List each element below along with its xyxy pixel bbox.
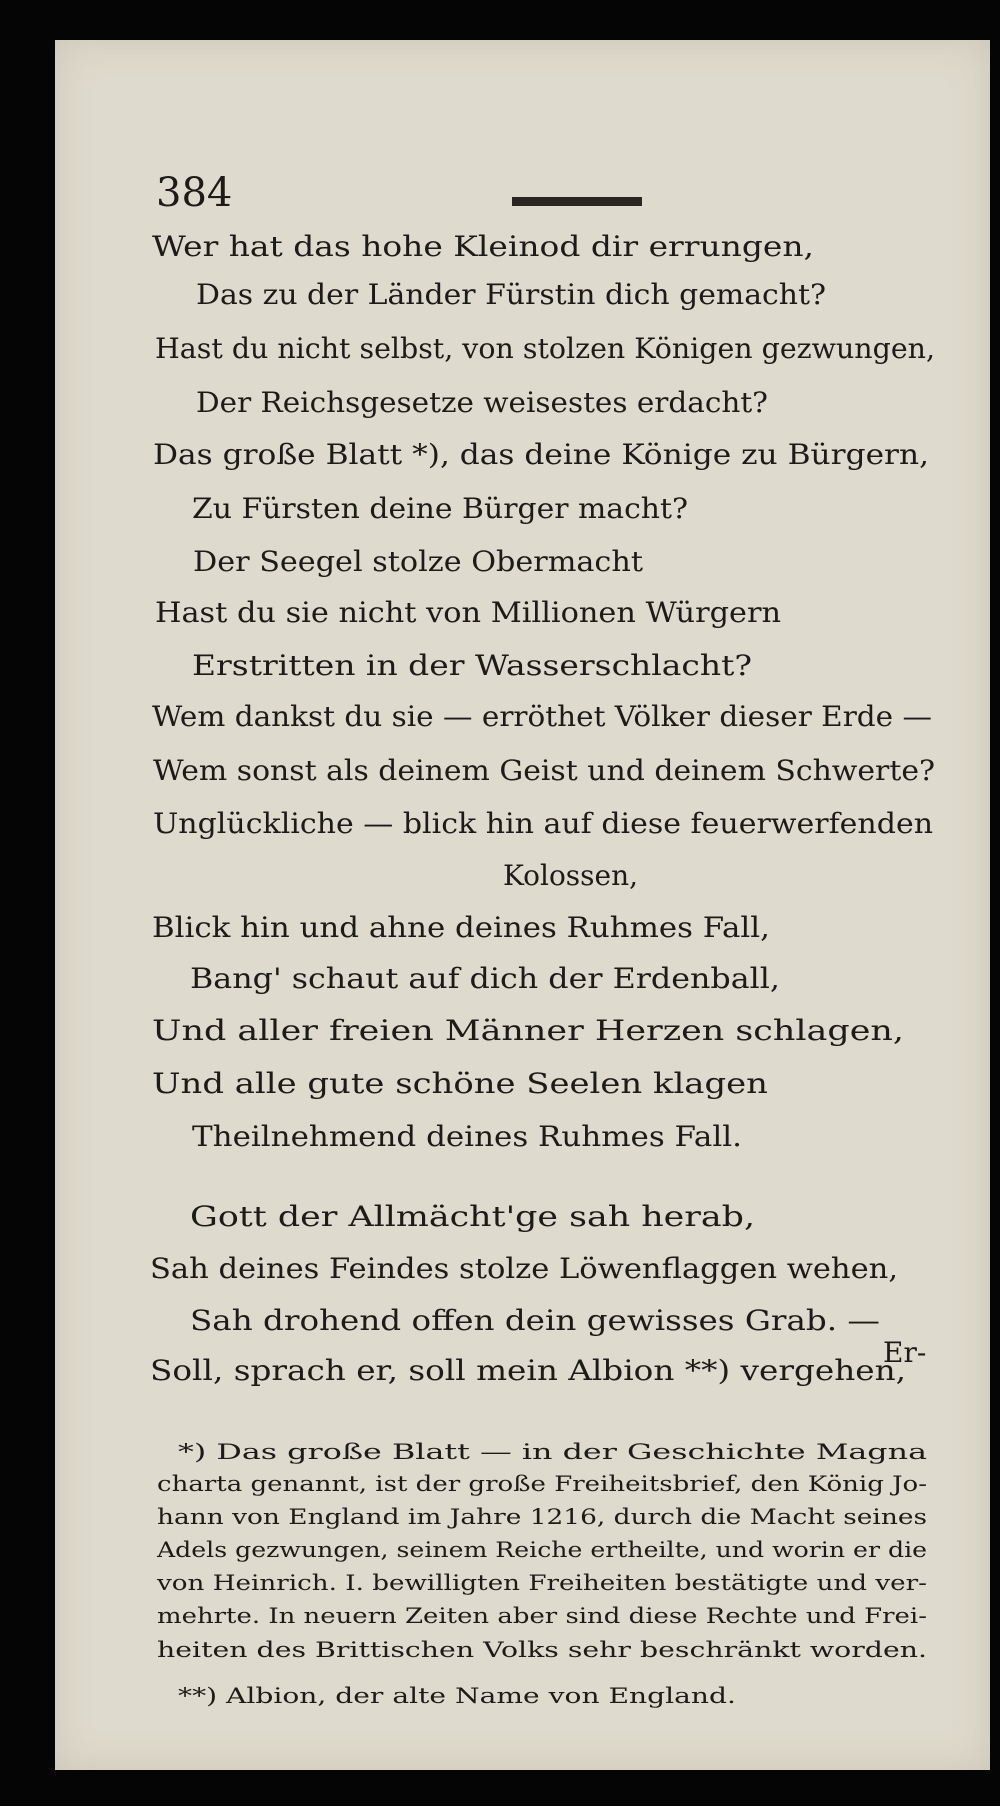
poem-line: Hast du sie nicht von Millionen Würgern — [155, 596, 782, 629]
catchword: Er- — [883, 1336, 927, 1369]
footnote-line: hann von England im Jahre 1216, durch die Macht seines — [157, 1505, 928, 1529]
footnote-line: mehrte. In neuern Zeiten aber sind diese Rechte und Frei- — [157, 1604, 927, 1628]
poem-line: Bang' schaut auf dich der Erdenball, — [190, 962, 781, 995]
footnote-line: *) Das große Blatt — in der Geschichte Magna — [178, 1440, 928, 1464]
poem-line: Wem dankst du sie — erröthet Völker dieser Erde — — [152, 700, 932, 733]
poem-line: Das große Blatt *), das deine Könige zu Bürgern, — [153, 438, 930, 471]
poem-line: Theilnehmend deines Ruhmes Fall. — [192, 1120, 743, 1153]
poem-line: Soll, sprach er, soll mein Albion **) vergehen, — [150, 1354, 907, 1387]
footnote-line: **) Albion, der alte Name von England. — [178, 1684, 736, 1708]
poem-line: Wer hat das hohe Kleinod dir errungen, — [152, 230, 814, 263]
poem-line: Hast du nicht selbst, von stolzen Königen gezwungen, — [155, 332, 936, 365]
footnote-line: Adels gezwungen, seinem Reiche ertheilte, und worin er die — [157, 1538, 928, 1562]
poem-line: Unglückliche — blick hin auf diese feuerwerfenden — [153, 807, 934, 840]
poem-line: Der Reichsgesetze weisestes erdacht? — [196, 386, 768, 419]
header-rule — [512, 197, 642, 206]
poem-line: Und aller freien Männer Herzen schlagen, — [152, 1014, 905, 1047]
footnote-line: charta genannt, ist der große Freiheitsbrief, den König Jo- — [157, 1472, 928, 1496]
poem-line: Wem sonst als deinem Geist und deinem Schwerte? — [153, 754, 936, 787]
poem-line: Und alle gute schöne Seelen klagen — [152, 1067, 768, 1100]
poem-line: Erstritten in der Wasserschlacht? — [192, 649, 752, 682]
poem-line: Der Seegel stolze Obermacht — [193, 545, 643, 578]
poem-line: Zu Fürsten deine Bürger macht? — [192, 492, 689, 525]
book-page — [55, 40, 990, 1770]
poem-line: Blick hin und ahne deines Ruhmes Fall, — [152, 911, 770, 944]
poem-line: Sah drohend offen dein gewisses Grab. — — [190, 1304, 881, 1337]
poem-line: Das zu der Länder Fürstin dich gemacht? — [196, 278, 826, 311]
footnote-line: heiten des Brittischen Volks sehr beschränkt worden. — [157, 1638, 928, 1662]
poem-line: Kolossen, — [503, 859, 638, 892]
poem-line: Gott der Allmächt'ge sah herab, — [190, 1200, 756, 1233]
page-number: 384 — [156, 170, 233, 216]
footnote-line: von Heinrich. I. bewilligten Freiheiten bestätigte und ver- — [157, 1571, 928, 1595]
poem-line: Sah deines Feindes stolze Löwenflaggen wehen, — [150, 1252, 899, 1285]
